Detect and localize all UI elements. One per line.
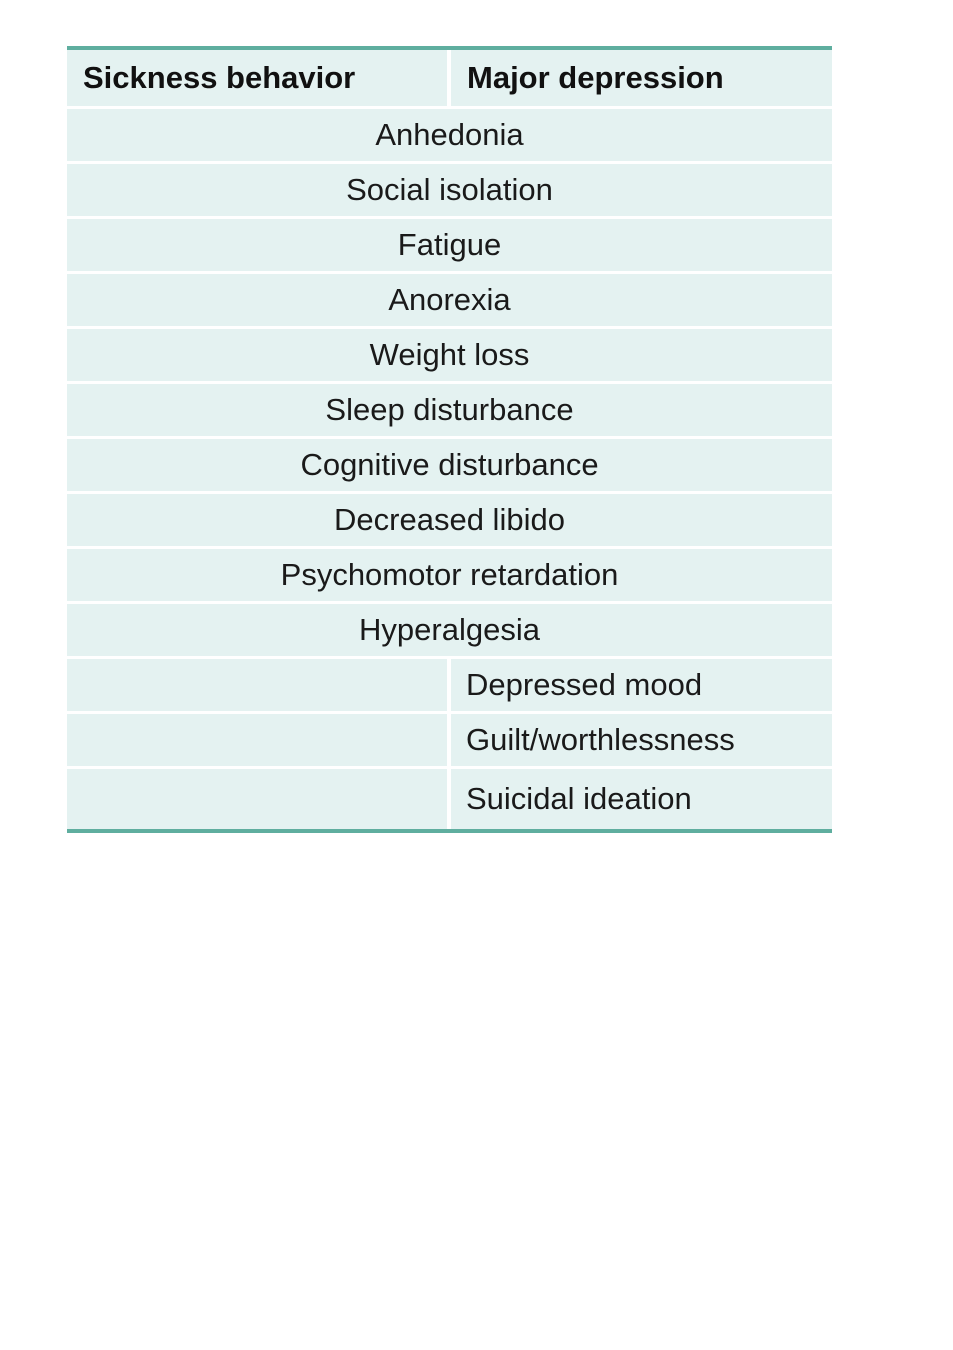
shared-symptom-cell: Hyperalgesia	[67, 604, 832, 656]
table-row	[67, 714, 832, 766]
table-row	[67, 769, 832, 829]
empty-sickness-cell	[67, 659, 447, 711]
empty-sickness-cell	[67, 714, 447, 766]
table-row	[67, 274, 832, 326]
table-row	[67, 164, 832, 216]
shared-symptom-cell: Psychomotor retardation	[67, 549, 832, 601]
depression-symptom-cell: Depressed mood	[451, 659, 832, 711]
table-row	[67, 659, 832, 711]
header-major-depression: Major depression	[451, 50, 832, 106]
depression-symptom-cell: Guilt/worthlessness	[451, 714, 832, 766]
shared-symptom-cell: Anhedonia	[67, 109, 832, 161]
empty-sickness-cell	[67, 769, 447, 829]
shared-symptom-cell: Social isolation	[67, 164, 832, 216]
depression-symptom-cell: Suicidal ideation	[451, 769, 832, 829]
table-row	[67, 109, 832, 161]
table-row	[67, 439, 832, 491]
table-row	[67, 384, 832, 436]
header-sickness-behavior: Sickness behavior	[67, 50, 447, 106]
table-row	[67, 329, 832, 381]
table-row	[67, 219, 832, 271]
shared-symptom-cell: Anorexia	[67, 274, 832, 326]
shared-symptom-cell: Sleep disturbance	[67, 384, 832, 436]
table-row	[67, 549, 832, 601]
shared-symptom-cell: Fatigue	[67, 219, 832, 271]
table-row	[67, 494, 832, 546]
comparison-table	[67, 46, 832, 833]
table-header-row	[67, 50, 832, 106]
shared-symptom-cell: Cognitive disturbance	[67, 439, 832, 491]
table-row	[67, 604, 832, 656]
shared-symptom-cell: Decreased libido	[67, 494, 832, 546]
shared-symptom-cell: Weight loss	[67, 329, 832, 381]
